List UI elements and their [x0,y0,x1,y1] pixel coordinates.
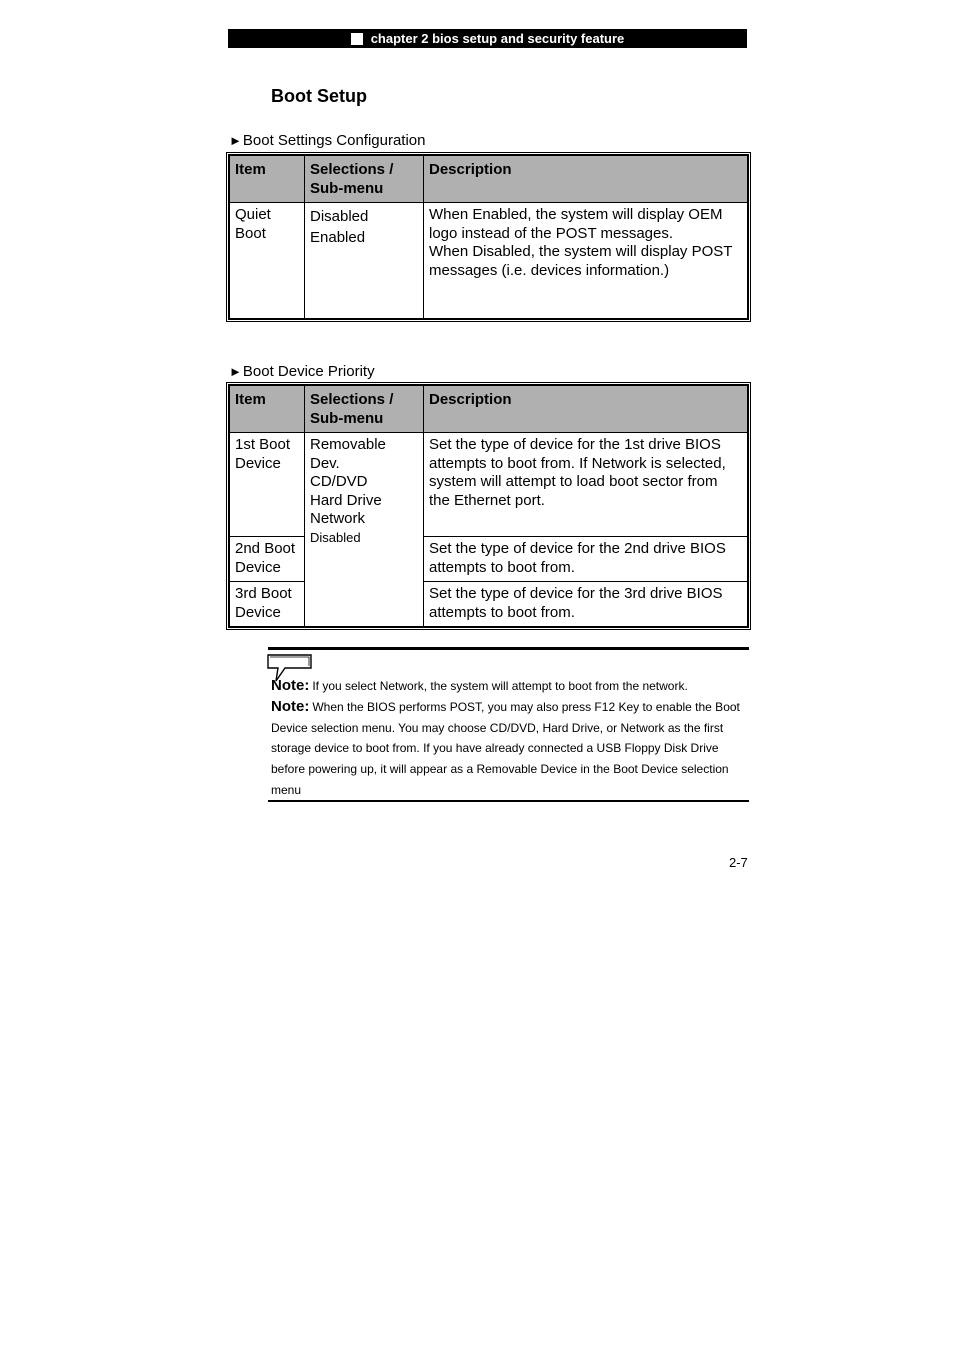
note-body: When the BIOS performs POST, you may also press F12 Key to enable the Boot Device selection menu. You may choose CD/DVD, Hard Drive, or Network as the first storage device to boot from. If you have already connected a USB Floppy Disk Drive before powering up, it will appear as a Removable Device in the Boot Device selection menu [271,699,740,797]
triangle-right-icon: ► [229,364,242,379]
boot-settings-label [229,132,426,149]
selection-option: Removable Dev. [310,436,386,472]
boot-priority-label [229,363,375,380]
chapter-header-bar [228,29,747,48]
note-box [268,647,749,802]
description-text: When Enabled, the system will display OEM logo instead of the POST messages. [429,206,723,242]
cell-item: 2nd Boot Device [230,537,305,582]
table-row [230,203,748,319]
cell-description [424,203,748,319]
note-body: If you select Network, the system will attempt to boot from the network. [312,679,688,693]
note-label: Note: [271,697,310,715]
note-label: Note: [271,677,310,694]
table-header-row [230,156,748,203]
note-item [271,676,749,697]
cell-selections [305,433,424,627]
square-bullet-icon [351,33,363,45]
boot-settings-table [226,152,751,322]
triangle-right-icon: ► [229,133,242,148]
column-header-selections: Selections / Sub-menu [305,156,424,203]
selection-option: Network [310,510,366,527]
note-text [271,676,749,801]
boot-priority-label-text: Boot Device Priority [242,363,375,380]
boot-priority-table [226,382,751,630]
description-text: When Disabled, the system will display POST messages (i.e. devices information.) [429,243,733,279]
cell-item: 3rd Boot Device [230,582,305,627]
selection-option: Disabled [310,529,361,545]
section-title: Boot Setup [271,86,367,106]
column-header-item: Item [230,156,305,203]
cell-description: Set the type of device for the 2nd drive BIOS attempts to boot from. [424,537,748,582]
column-header-description: Description [424,386,748,433]
column-header-selections: Selections / Sub-menu [305,386,424,433]
cell-selections [305,203,424,319]
column-header-item: Item [230,386,305,433]
cell-item: 1st Boot Device [230,433,305,537]
table-row [230,433,748,537]
selection-option: Hard Drive [310,491,382,509]
selection-option: CD/DVD [310,473,368,490]
cell-description: Set the type of device for the 1st drive BIOS attempts to boot from. If Network is selected, system will attempt to load boot sector from the Ethernet port. [424,433,748,537]
table-header-row [230,386,748,433]
selection-option: Disabled [310,208,369,225]
selection-option: Enabled [310,229,366,246]
cell-item: Quiet Boot [230,203,305,319]
cell-description: Set the type of device for the 3rd drive BIOS attempts to boot from. [424,582,748,627]
column-header-description: Description [424,156,748,203]
note-item [271,697,749,801]
boot-settings-label-text: Boot Settings Configuration [242,132,426,149]
page-number: 2-7 [729,855,748,870]
chapter-title: chapter 2 bios setup and security feature [370,31,625,46]
